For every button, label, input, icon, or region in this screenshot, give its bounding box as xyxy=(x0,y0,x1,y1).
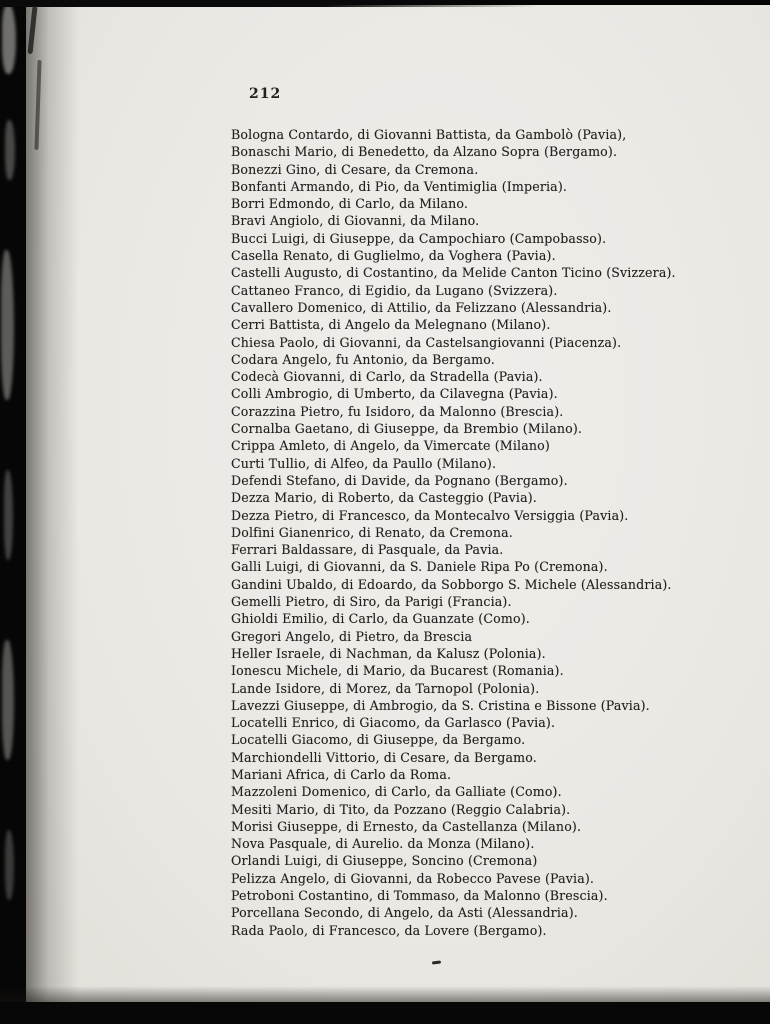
list-item: Dezza Pietro, di Francesco, da Montecalvo Versiggia (Pavia). xyxy=(231,507,629,523)
list-item: Defendi Stefano, di Davide, da Pognano (Bergamo). xyxy=(231,472,568,488)
list-item: Marchiondelli Vittorio, di Cesare, da Bergamo. xyxy=(231,749,537,765)
list-item: Chiesa Paolo, di Giovanni, da Castelsangiovanni (Piacenza). xyxy=(231,334,622,350)
list-item: Ferrari Baldassare, di Pasquale, da Pavia. xyxy=(231,542,504,558)
scan-edge-artifact xyxy=(0,0,26,1024)
list-item: Heller Israele, di Nachman, da Kalusz (Polonia). xyxy=(231,645,546,661)
list-item: Lande Isidore, di Morez, da Tarnopol (Polonia). xyxy=(231,680,540,696)
list-item: Galli Luigi, di Giovanni, da S. Daniele Ripa Po (Cremona). xyxy=(231,559,608,575)
list-item: Castelli Augusto, di Costantino, da Melide Canton Ticino (Svizzera). xyxy=(231,265,676,281)
list-item: Ionescu Michele, di Mario, da Bucarest (Romania). xyxy=(231,663,564,679)
page-number: 212 xyxy=(249,86,282,102)
list-item: Lavezzi Giuseppe, di Ambrogio, da S. Cristina e Bissone (Pavia). xyxy=(231,697,650,713)
list-item: Bologna Contardo, di Giovanni Battista, da Gambolò (Pavia), xyxy=(231,127,627,142)
scan-blob-artifact xyxy=(5,120,15,180)
scan-blob-artifact xyxy=(1,250,14,400)
list-item: Orlandi Luigi, di Giuseppe, Soncino (Cremona) xyxy=(231,853,538,869)
scan-blob-artifact xyxy=(4,470,13,560)
list-item: Colli Ambrogio, di Umberto, da Cilavegna (Pavia). xyxy=(231,386,558,402)
list-item: Crippa Amleto, di Angelo, da Vimercate (Milano) xyxy=(231,438,550,454)
entries-list xyxy=(231,126,731,939)
list-item: Corazzina Pietro, fu Isidoro, da Malonno (Brescia). xyxy=(231,403,564,419)
list-item: Porcellana Secondo, di Angelo, da Asti (Alessandria). xyxy=(231,905,578,921)
list-item: Dezza Mario, di Roberto, da Casteggio (Pavia). xyxy=(231,490,537,506)
scan-top-edge xyxy=(0,0,540,7)
list-item: Bonaschi Mario, di Benedetto, da Alzano Sopra (Bergamo). xyxy=(231,144,618,160)
list-item: Borri Edmondo, di Carlo, da Milano. xyxy=(231,196,469,212)
scan-blob-artifact xyxy=(5,830,14,900)
list-item: Bonezzi Gino, di Cesare, da Cremona. xyxy=(231,161,479,177)
list-item: Mesiti Mario, di Tito, da Pozzano (Reggio Calabria). xyxy=(231,801,571,817)
scan-bottom-edge xyxy=(0,1002,770,1024)
list-item: Bucci Luigi, di Giuseppe, da Campochiaro (Campobasso). xyxy=(231,230,607,246)
list-item: Codara Angelo, fu Antonio, da Bergamo. xyxy=(231,351,495,367)
list-item: Pelizza Angelo, di Giovanni, da Robecco Pavese (Pavia). xyxy=(231,870,595,886)
scan-blob-artifact xyxy=(2,640,14,760)
list-item: Cattaneo Franco, di Egidio, da Lugano (Svizzera). xyxy=(231,282,558,298)
list-item: Bonfanti Armando, di Pio, da Ventimiglia (Imperia). xyxy=(231,178,568,194)
list-item: Locatelli Enrico, di Giacomo, da Garlasco (Pavia). xyxy=(231,715,556,731)
list-item: Mariani Africa, di Carlo da Roma. xyxy=(231,766,452,782)
list-item: Gregori Angelo, di Pietro, da Brescia xyxy=(231,628,473,644)
list-item: Codecà Giovanni, di Carlo, da Stradella (Pavia). xyxy=(231,369,543,385)
list-item: Rada Paolo, di Francesco, da Lovere (Bergamo). xyxy=(231,922,547,938)
list-item: Morisi Giuseppe, di Ernesto, da Castellanza (Milano). xyxy=(231,818,582,834)
list-item: Mazzoleni Domenico, di Carlo, da Galliate (Como). xyxy=(231,784,562,800)
list-item: Gemelli Pietro, di Siro, da Parigi (Francia). xyxy=(231,594,512,610)
list-item: Gandini Ubaldo, di Edoardo, da Sobborgo S. Michele (Alessandria). xyxy=(231,576,672,592)
list-item: Curti Tullio, di Alfeo, da Paullo (Milano). xyxy=(231,455,497,471)
list-item: Petroboni Costantino, di Tommaso, da Malonno (Brescia). xyxy=(231,888,608,904)
list-item: Cerri Battista, di Angelo da Melegnano (Milano). xyxy=(231,317,551,333)
list-item: Cavallero Domenico, di Attilio, da Felizzano (Alessandria). xyxy=(231,299,612,315)
list-item: Bravi Angiolo, di Giovanni, da Milano. xyxy=(231,213,480,229)
list-item: Cornalba Gaetano, di Giuseppe, da Brembio (Milano). xyxy=(231,421,583,437)
list-item: Nova Pasquale, di Aurelio. da Monza (Milano). xyxy=(231,836,535,852)
list-item: Locatelli Giacomo, di Giuseppe, da Bergamo. xyxy=(231,732,526,748)
list-item: Casella Renato, di Guglielmo, da Voghera (Pavia). xyxy=(231,248,556,264)
scan-blob-artifact xyxy=(2,4,16,74)
list-item: Dolfini Gianenrico, di Renato, da Cremona. xyxy=(231,524,513,540)
list-item: Ghioldi Emilio, di Carlo, da Guanzate (Como). xyxy=(231,611,530,627)
